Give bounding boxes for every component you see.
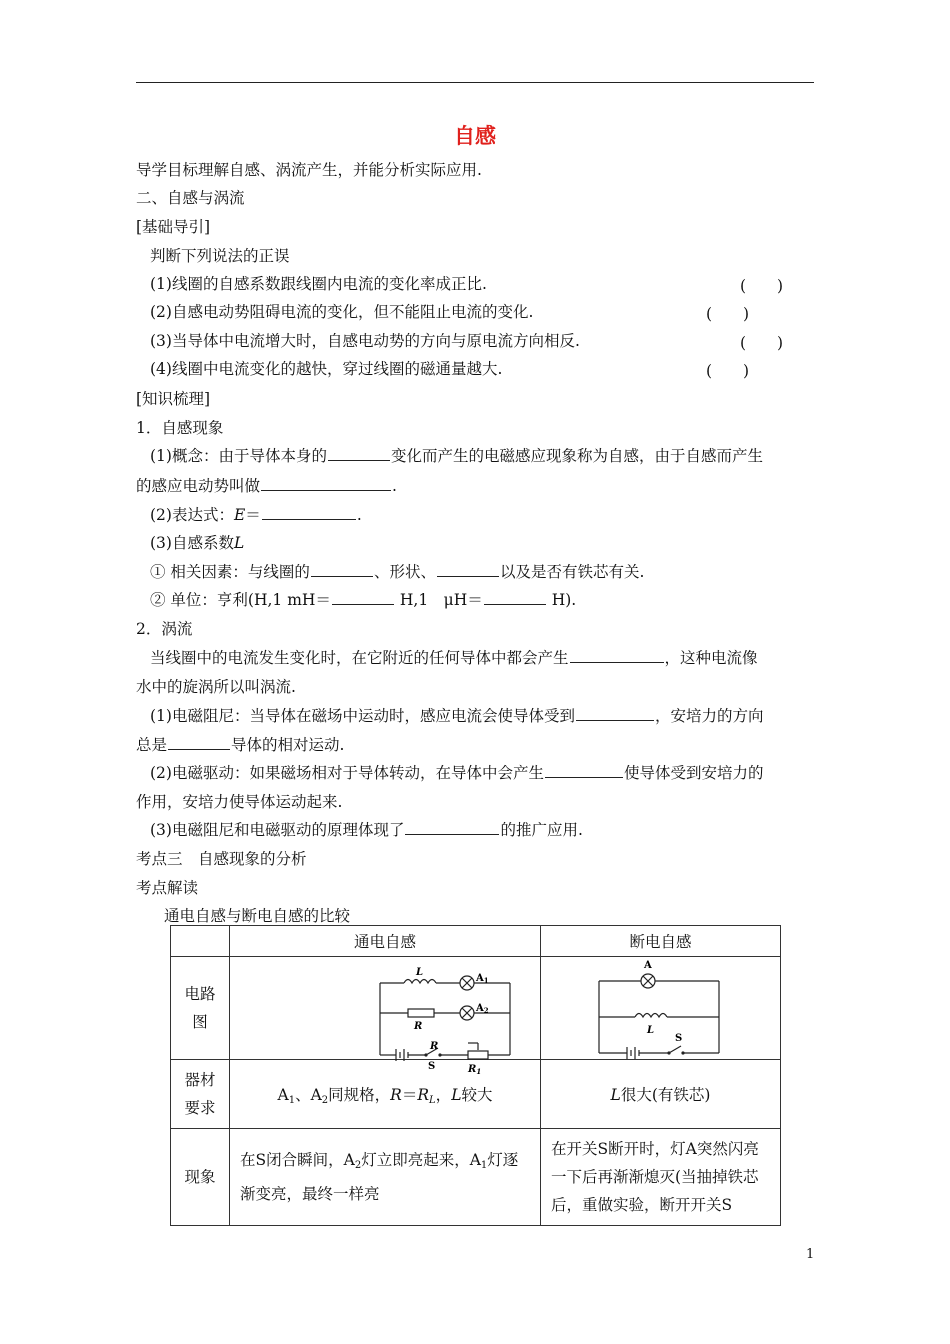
judge-item-4: (4)线圈中电流变化的越快，穿过线圈的磁通量越大. — [150, 360, 503, 378]
fill-blank[interactable] — [311, 562, 373, 577]
rheostat-r-label: R — [430, 1041, 439, 1052]
fill-blank[interactable] — [484, 590, 546, 605]
fill-blank[interactable] — [168, 735, 230, 750]
judge-item-3: (3)当导体中电流增大时，自感电动势的方向与原电流方向相反. — [150, 332, 580, 350]
exam-point-heading: 考点三 自感现象的分析 — [136, 850, 307, 868]
answer-paren-4: ( ) — [706, 362, 750, 380]
knowledge-heading: [知识梳理] — [136, 390, 211, 408]
judge-item-2: (2)自感电动势阻碍电流的变化，但不能阻止电流的变化. — [150, 303, 534, 321]
lamp-a1-label: $A_1$ — [476, 973, 489, 985]
power-on-circuit-cell — [230, 957, 541, 1076]
switch-label: S — [675, 1033, 683, 1044]
damping-line-1: (1)电磁阻尼：当导体在磁场中运动时，感应电流会使导体受到 ，安培力的方向 — [150, 707, 764, 725]
answer-paren-2: ( ) — [706, 305, 750, 323]
section-heading: 二、自感与涡流 — [136, 189, 245, 207]
power-off-circuit-cell — [541, 957, 781, 1060]
fill-blank[interactable] — [576, 706, 654, 721]
rheostat-r1-label: $R_1$ — [468, 1064, 482, 1076]
row-label-circuit: 电路图 — [171, 957, 230, 1060]
eddy-line-2: 水中的旋涡所以叫涡流. — [136, 678, 296, 696]
switch-label: S — [428, 1061, 436, 1072]
power-on-phenomenon: 在S闭合瞬间，$A_2$灯立即亮起来，$A_1$灯逐渐变亮，最终一样亮 — [230, 1129, 541, 1226]
row-label-equipment: 器材要求 — [171, 1060, 230, 1129]
damping-line-2: 总是 导体的相对运动. — [136, 736, 345, 754]
expression-line: (2)表达式：E＝ . — [150, 506, 362, 524]
answer-paren-3: ( ) — [740, 334, 784, 352]
table-corner — [171, 926, 230, 957]
resistor-label: R — [414, 1021, 423, 1032]
judge-item-1: (1)线圈的自感系数跟线圈内电流的变化率成正比. — [150, 275, 487, 293]
fill-blank[interactable] — [328, 446, 390, 461]
inductor-label: L — [647, 1025, 655, 1036]
answer-paren-1: ( ) — [740, 277, 784, 295]
fill-blank[interactable] — [545, 763, 623, 778]
inductor-label: L — [416, 967, 424, 978]
drive-line-1: (2)电磁驱动：如果磁场相对于导体转动，在导体中会产生 使导体受到安培力的 — [150, 764, 764, 782]
lamp-a-label: A — [644, 960, 652, 971]
judge-instruction: 判断下列说法的正误 — [150, 247, 290, 265]
fill-blank[interactable] — [570, 648, 664, 663]
drive-line-2: 作用，安培力使导体运动起来. — [136, 793, 343, 811]
principle-line: (3)电磁阻尼和电磁驱动的原理体现了 的推广应用. — [150, 821, 583, 839]
fill-blank[interactable] — [437, 562, 499, 577]
concept-line: (1)概念：由于导体本身的 变化而产生的电磁感应现象称为自感，由于自感而产生 — [150, 447, 763, 465]
row-label-phenomenon: 现象 — [171, 1129, 230, 1226]
fill-blank[interactable] — [262, 505, 356, 520]
fill-blank[interactable] — [405, 820, 499, 835]
lamp-a2-label: $A_2$ — [476, 1003, 489, 1015]
basic-guide-heading: [基础导引] — [136, 218, 211, 236]
intro-line: 导学目标理解自感、涡流产生，并能分析实际应用. — [136, 161, 482, 179]
table-header-col1: 通电自感 — [230, 926, 541, 957]
power-off-phenomenon: 在开关S断开时，灯A突然闪亮一下后再渐渐熄灭(当抽掉铁芯后，重做实验，断开开关S — [541, 1129, 781, 1226]
fill-blank[interactable] — [261, 476, 391, 491]
table-caption: 通电自感与断电自感的比较 — [164, 907, 351, 925]
power-off-circuit-diagram — [541, 957, 780, 1055]
interpretation-heading: 考点解读 — [136, 879, 199, 897]
unit-line: ② 单位：亨利(H,1 mH＝ H,1 μH＝ H). — [150, 591, 577, 609]
fill-blank[interactable] — [332, 590, 394, 605]
page-number: 1 — [806, 1247, 815, 1262]
table-header-col2: 断电自感 — [541, 926, 781, 957]
power-on-circuit-diagram — [230, 957, 540, 1076]
power-on-requirement: $A_1$、$A_2$同规格，$R=R_L$，L较大 — [230, 1060, 541, 1129]
header-rule — [136, 82, 814, 83]
factors-line: ① 相关因素：与线圈的 、形状、 以及是否有铁芯有关. — [150, 563, 645, 581]
power-off-requirement: L很大(有铁芯) — [541, 1060, 781, 1129]
concept-line-2: 的感应电动势叫做 . — [136, 477, 397, 495]
point1-title: 1．自感现象 — [136, 419, 224, 437]
coefficient-line: (3)自感系数L — [150, 534, 245, 552]
point2-title: 2．涡流 — [136, 620, 193, 638]
comparison-table — [170, 925, 781, 1226]
page-title: 自感 — [454, 124, 496, 148]
eddy-line-1: 当线圈中的电流发生变化时，在它附近的任何导体中都会产生 ，这种电流像 — [150, 649, 758, 667]
